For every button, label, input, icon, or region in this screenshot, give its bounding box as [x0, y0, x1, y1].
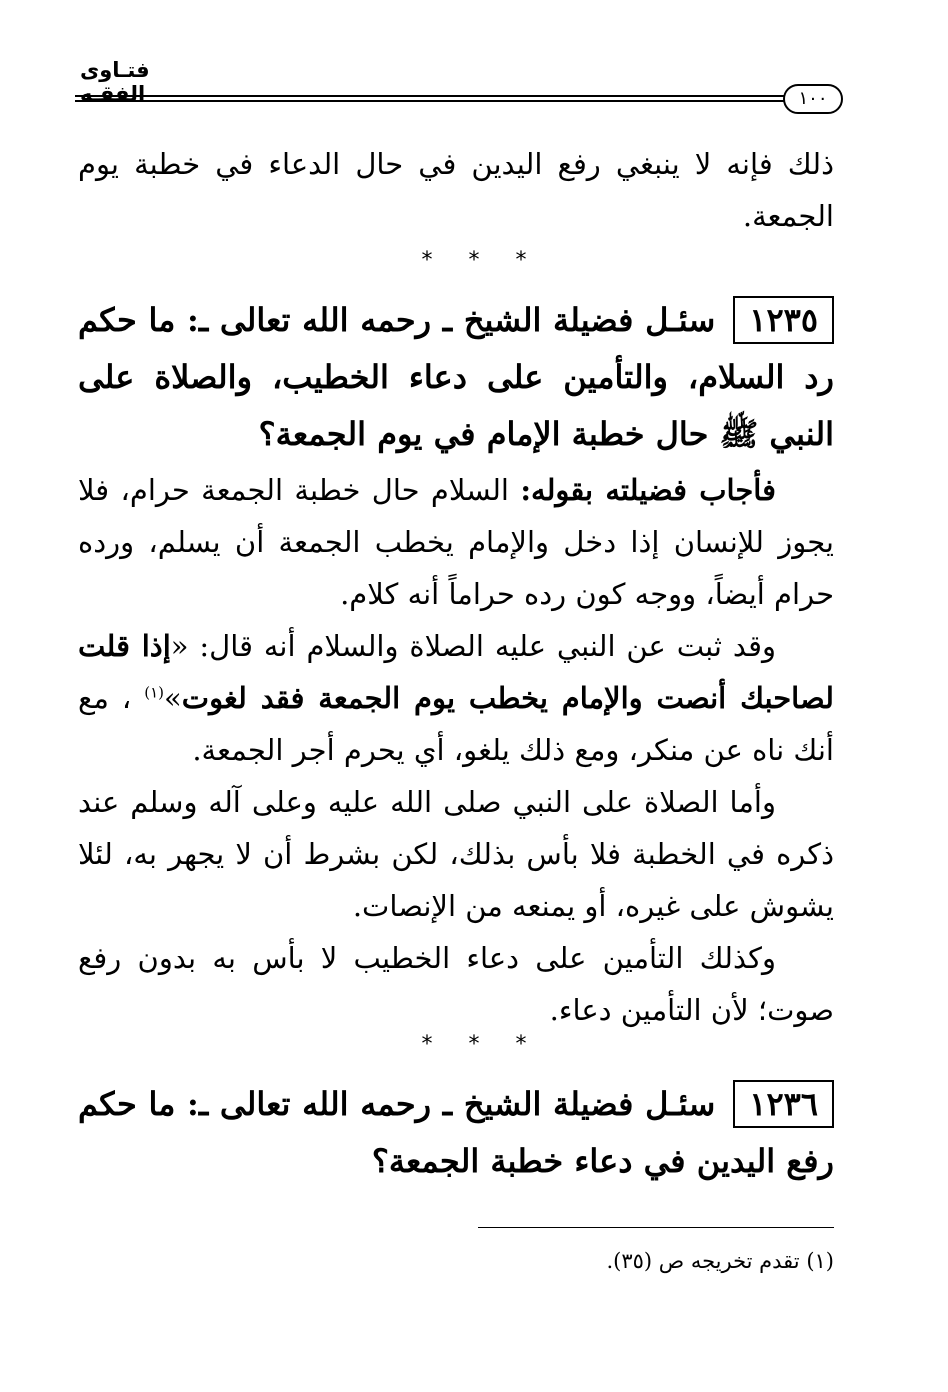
answer-lead: فأجاب فضيلته بقوله:: [520, 473, 776, 507]
question-number-box-2: ١٢٣٦: [733, 1080, 834, 1128]
answer-paragraph-3: وأما الصلاة على النبي صلى الله عليه وعلى آله وسلم عند ذكره في الخطبة فلا بأس بذلك، لكن بشرط أن لا يجهر به، لئلا يشوش على غيره، أو يمنعه من الإنصات.: [78, 785, 834, 923]
answer-p1-text: السلام حال خطبة الجمعة حرام، فلا يجوز للإنسان إذا دخل والإمام يخطب الجمعة أن يسلم، ورده حرام أيضاً، ووجه كون رده حراماً أنه كلام.: [78, 473, 834, 611]
page-number: ١٠٠: [783, 84, 843, 114]
header-rule: [75, 95, 785, 102]
answer-paragraph-2: [78, 620, 834, 776]
footnote-1: (١) تقدم تخريجه ص (٣٥).: [606, 1249, 834, 1273]
question-1236-paragraph: [78, 1076, 834, 1190]
question-1236: [78, 1076, 834, 1190]
question-1235-text: سئـل فضيلة الشيخ ـ رحمه الله تعالى ـ: ما حكم رد السلام، والتأمين على دعاء الخطيب، والصلاة على النبي ﷺ حال خطبة الإمام في يوم الجمعة؟: [78, 301, 834, 453]
running-title: فتـاوى الفقـه: [80, 58, 150, 106]
answer-paragraph-1: [78, 464, 834, 620]
answer-p2-rest: ، مع أنك ناه عن منكر، ومع ذلك يلغو، أي يحرم أجر الجمعة.: [78, 681, 834, 767]
footnote-marker: (١): [144, 683, 165, 702]
question-1235-paragraph: [78, 292, 834, 463]
answer-paragraph-4: وكذلك التأمين على دعاء الخطيب لا بأس به بدون رفع صوت؛ لأن التأمين دعاء.: [78, 941, 834, 1027]
question-1236-text: سئـل فضيلة الشيخ ـ رحمه الله تعالى ـ: ما حكم رفع اليدين في دعاء خطبة الجمعة؟: [78, 1085, 834, 1180]
intro-paragraph: ذلك فإنه لا ينبغي رفع اليدين في حال الدعاء في خطبة يوم الجمعة.: [78, 147, 834, 233]
intro-block: [78, 138, 834, 242]
answer-1235: [78, 464, 834, 1036]
question-number-box: ١٢٣٥: [733, 296, 834, 344]
section-separator-2: ***: [421, 1032, 563, 1057]
footnote-rule: [478, 1227, 834, 1228]
hadith-close-quote: »: [164, 681, 182, 715]
question-1235: [78, 292, 834, 463]
answer-p2-intro: وقد ثبت عن النبي عليه الصلاة والسلام أنه قال: «: [170, 629, 776, 663]
hadith-quote: إذا قلت لصاحبك أنصت والإمام يخطب يوم الجمعة فقد لغوت: [78, 629, 835, 715]
section-separator: ***: [421, 248, 563, 273]
